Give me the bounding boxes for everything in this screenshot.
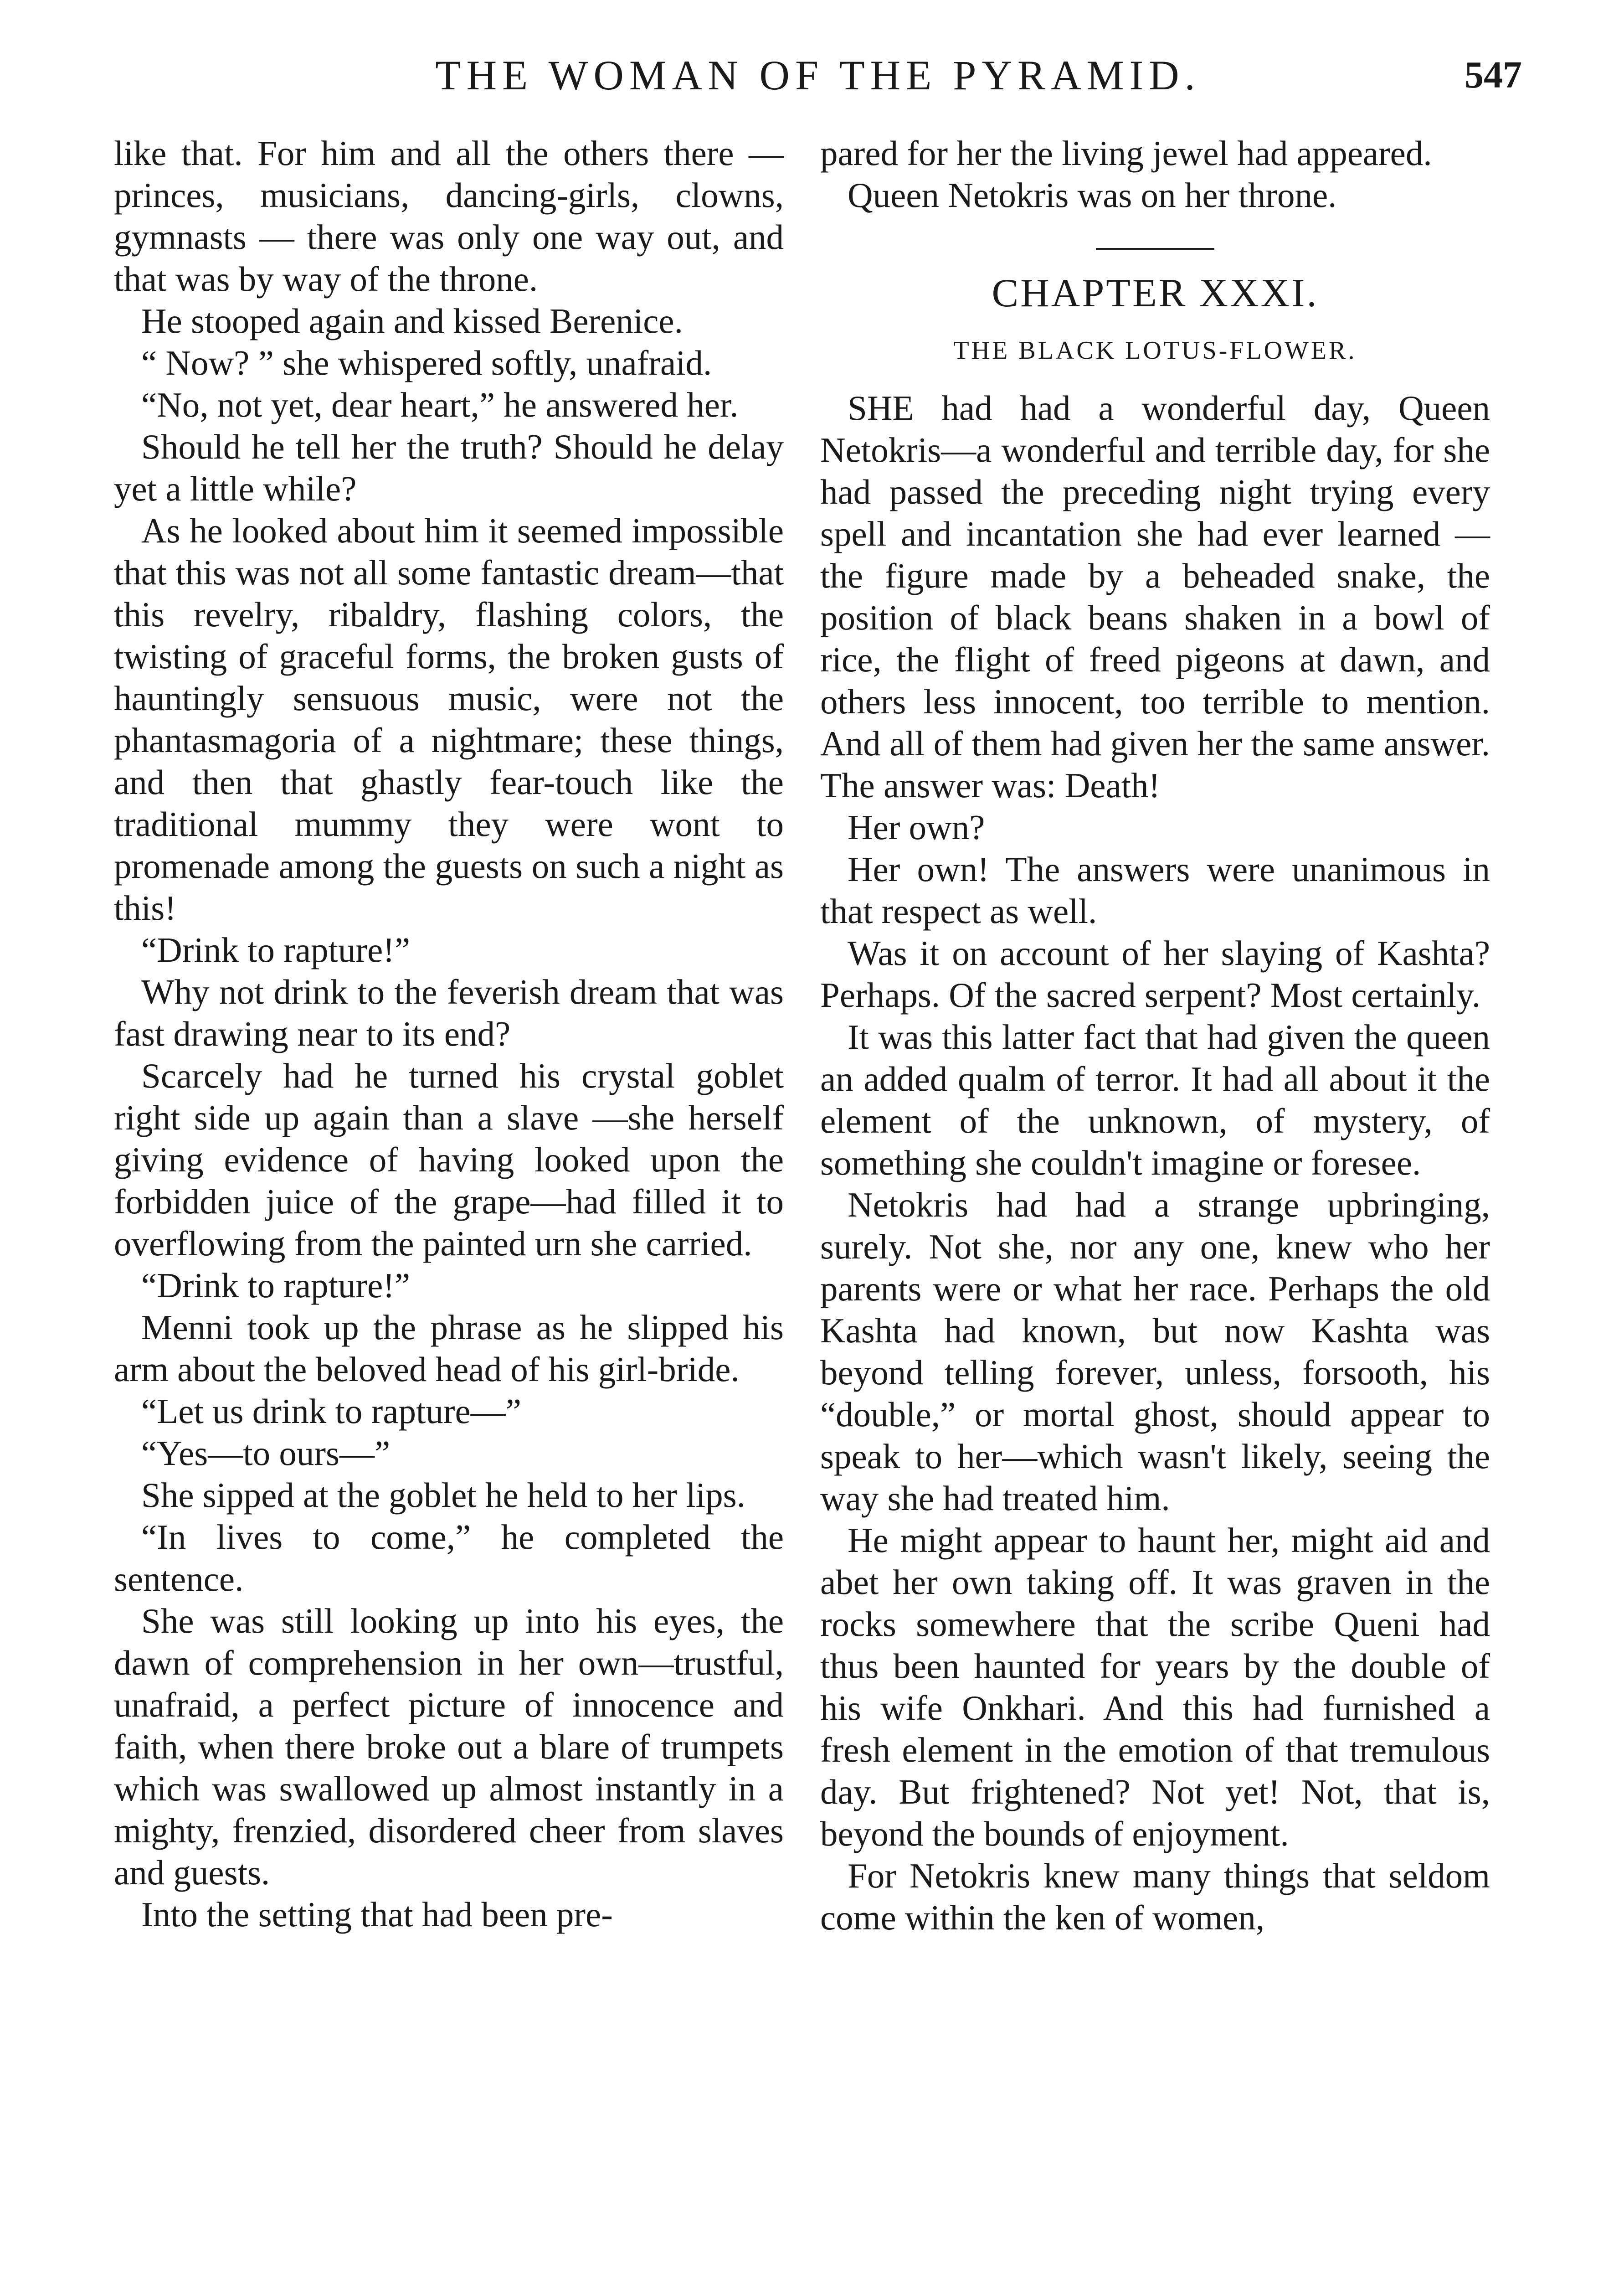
paragraph: “ Now? ” she whispered softly, unafraid. [141,343,712,382]
paragraph: Netokris had had a strange upbringing, surely. Not she, nor any one, knew who her parents were or what her race. Perhaps the old Kashta had known, but now Kashta was beyond telling forever, unless, forsooth, his “double,” or mortal ghost, should appear to speak to her—which wasn't likely, seeing the way she had treated him. [820,1185,1490,1518]
paragraph: Queen Netokris was on her throne. [848,175,1337,215]
paragraph: She was still looking up into his eyes, the dawn of comprehension in her own—trustful, unafraid, a perfect picture of innocence and faith, when there broke out a blare of trumpets which was swallowed up almost instantly in a mighty, frenzied, disordered cheer from slaves and guests. [114,1601,784,1892]
paragraph: Into the setting that had been pre- [141,1895,613,1934]
right-column [820,132,1490,1939]
paragraph: “Drink to rapture!” [141,930,411,969]
paragraph: Why not drink to the feverish dream that was fast drawing near to its end? [114,972,784,1053]
paragraph: Her own? [848,808,985,847]
paragraph: Scarcely had he turned his crystal goblet right side up again than a slave —she herself giving evidence of having looked upon the forbidden juice of the grape—had filled it to overflowing from the painted urn she carried. [114,1056,784,1263]
paragraph: Should he tell her the truth? Should he delay yet a little while? [114,427,784,508]
paragraph: pared for her the living jewel had appeared. [820,134,1432,173]
paragraph: Was it on account of her slaying of Kashta? Perhaps. Of the sacred serpent? Most certainly. [820,933,1490,1015]
paragraph: “Drink to rapture!” [141,1266,411,1305]
page-header [114,50,1522,100]
paragraph: like that. For him and all the others there — princes, musicians, dancing-girls, clowns, gymnasts — there was only one way out, and that was by way of the throne. [114,134,784,299]
chapter-subtitle: THE BLACK LOTUS-FLOWER. [953,336,1357,365]
paragraph: “In lives to come,” he completed the sentence. [114,1517,784,1598]
paragraph: Her own! The answers were unanimous in that respect as well. [820,850,1490,931]
left-column [114,132,784,1935]
chapter-title: CHAPTER XXXI. [992,271,1319,315]
paragraph: “Yes—to ours—” [141,1433,391,1473]
paragraph: Menni took up the phrase as he slipped his arm about the beloved head of his girl-bride. [114,1308,784,1389]
paragraph: As he looked about him it seemed impossible that this was not all some fantastic dream—that this revelry, ribaldry, flashing colors, the twisting of graceful forms, the broken gusts of hauntingly sensuous music, were not the phantasmagoria of a nightmare; these things, and then that ghastly fear-touch like the traditional mummy they were wont to promenade among the guests on such a night as this! [114,511,784,928]
section-divider [1096,248,1214,250]
page-number: 547 [1465,54,1522,96]
paragraph: SHE had had a wonderful day, Queen Netokris—a wonderful and terrible day, for she had passed the preceding night trying every spell and incantation she had ever learned — the figure made by a beheaded snake, the position of black beans shaken in a bowl of rice, the flight of freed pigeons at dawn, and others less innocent, too terrible to mention. And all of them had given her the same answer. The answer was: Death! [820,388,1490,805]
running-title: THE WOMAN OF THE PYRAMID. [435,52,1201,98]
paragraph: “No, not yet, dear heart,” he answered her. [141,385,739,424]
paragraph: He stooped again and kissed Berenice. [141,301,683,340]
paragraph: “Let us drink to rapture—” [141,1392,521,1431]
paragraph: He might appear to haunt her, might aid and abet her own taking off. It was graven in the rocks somewhere that the scribe Queni had thus been haunted for years by the double of his wife Onkhari. And this had furnished a fresh element in the emotion of that tremulous day. But frightened? Not yet! Not, that is, beyond the bounds of enjoyment. [820,1521,1490,1853]
paragraph: For Netokris knew many things that seldom come within the ken of women, [820,1856,1490,1937]
paragraph: She sipped at the goblet he held to her lips. [141,1475,745,1515]
paragraph: It was this latter fact that had given the queen an added qualm of terror. It had all about it the element of the unknown, of mystery, of something she couldn't imagine or foresee. [820,1017,1490,1182]
